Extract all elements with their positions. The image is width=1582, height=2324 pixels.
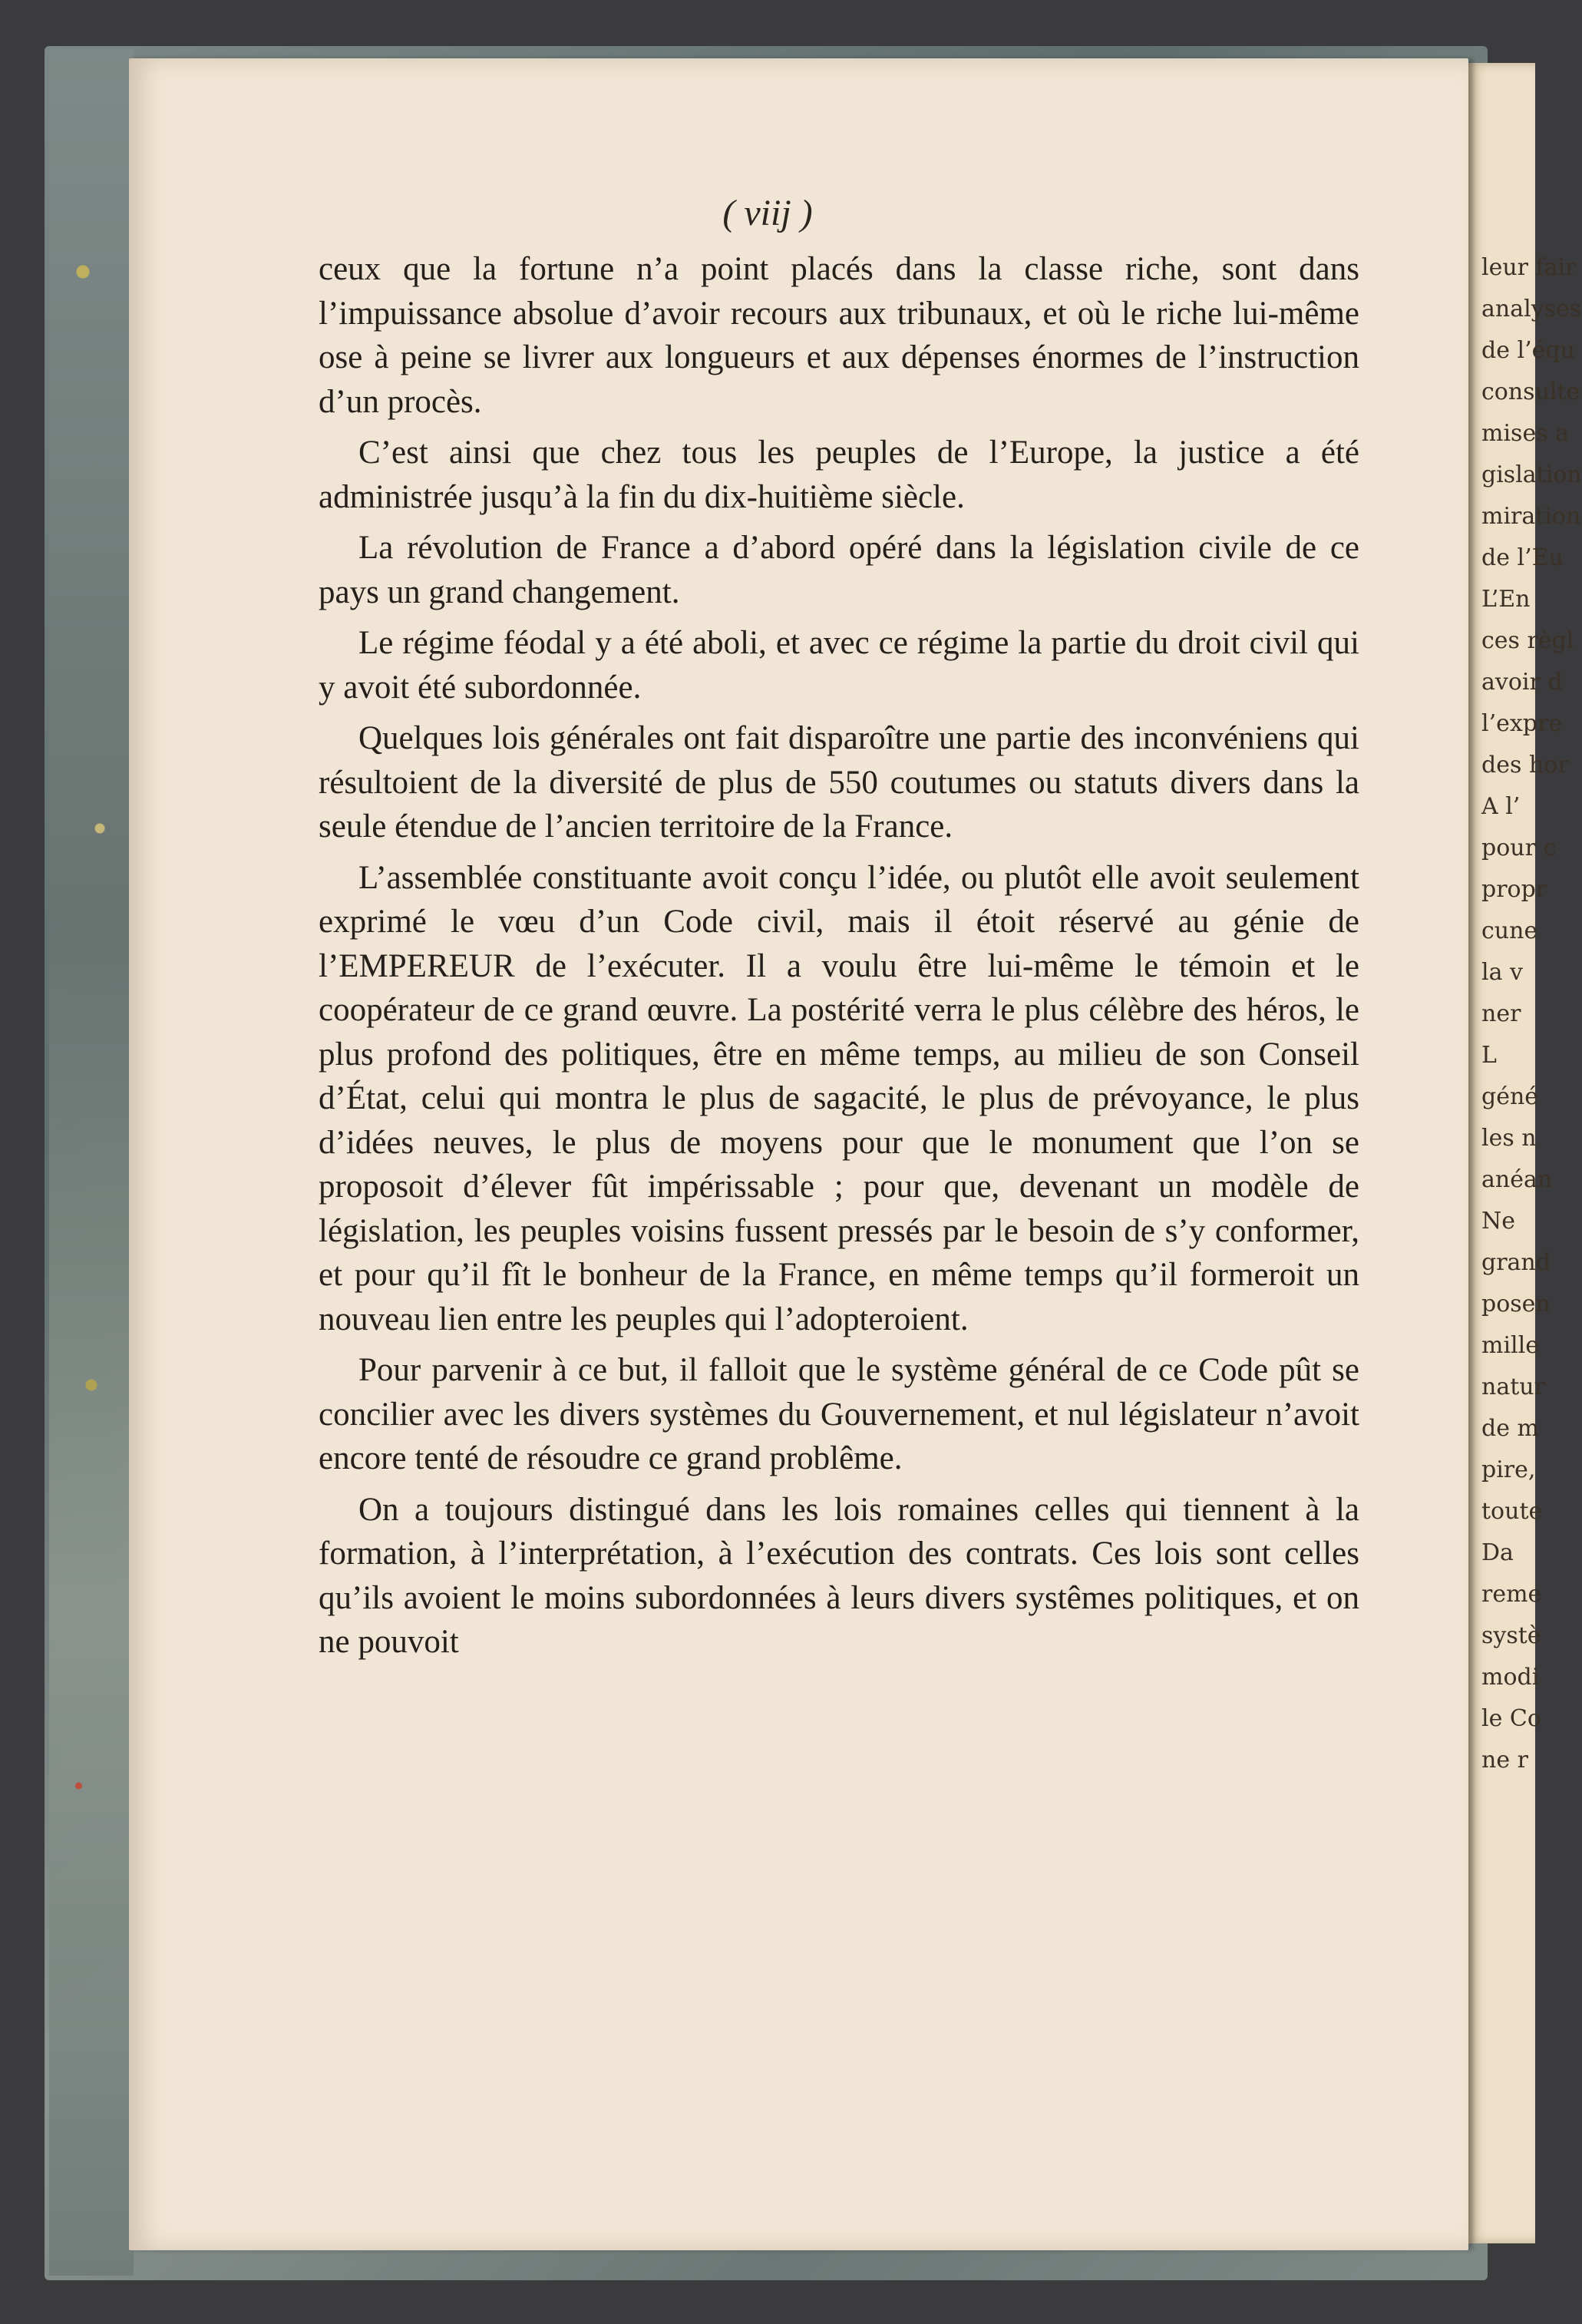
paragraph: Pour parvenir à ce but, il falloit que le système général de ce Code pût se concilier avec les divers systèmes du Gouvernement, et nul législateur n’avoit encore tenté de résoudre ce grand problême.: [319, 1352, 1359, 1476]
paragraph: L’assemblée constituante avoit conçu l’idée, ou plutôt elle avoit seulement exprimé le vœu d’un Code civil, mais il étoit réservé au génie de l’EMPEREUR de l’exécuter. Il a voulu être lui-même le témoin et le coopérateur de ce grand œuvre. La postérité verra le plus célèbre des héros, le plus profond des politiques, être en même temps, au milieu de son Conseil d’État, celui qui montra le plus de sagacité, le plus de prévoyance, le plus d’idées neuves, le plus de moyens pour que le monument que l’on se proposoit d’élever fût impérissable ; pour que, devenant un modèle de législation, les peuples voisins fussent pressés par le besoin de s’y conformer, et pour qu’il fît le bonheur de la France, en même temps qu’il formeroit un nouveau lien entre les peuples qui l’adopteroient.: [319, 859, 1359, 1337]
facing-page-edge: [1468, 63, 1582, 2243]
paragraph: Quelques lois générales ont fait disparoître une partie des inconvéniens qui résultoient de la diversité de plus de 550 coutumes ou statuts divers dans la seule étendue de l’ancien territoire de la France.: [319, 720, 1359, 845]
marbled-cover-edge: [49, 49, 134, 2276]
page-body: [319, 247, 1359, 1671]
paragraph: On a toujours distingué dans les lois romaines celles qui tiennent à la formation, à l’interprétation, à l’exécution des contrats. Ces lois sont celles qu’ils avoient le moins subordonnées à leurs divers systêmes politiques, et on ne pouvoit: [319, 1491, 1359, 1660]
paragraph: C’est ainsi que chez tous les peuples de l’Europe, la justice a été administrée jusqu’à la fin du dix-huitième siècle.: [319, 435, 1359, 515]
paragraph: Le régime féodal y a été aboli, et avec ce régime la partie du droit civil qui y avoit été subordonnée.: [319, 625, 1359, 706]
facing-page-text: leur fair analyses de l’équ consulte mises a gislation miration de l’Eu L’En ces règl avoir d l’expre des hor A l’ pour c propr cune la v ner L géné les n anéan Ne grand posen mille natur de m pire, toute Da reme systè modi le Co ne r: [1481, 254, 1582, 1774]
page-number: ( viij ): [722, 193, 813, 233]
paragraph: ceux que la fortune n’a point placés dans la classe riche, sont dans l’impuissance absolue d’avoir recours aux tribunaux, et où le riche lui-même ose à peine se livrer aux longueurs et aux dépenses énormes de l’instruction d’un procès.: [319, 251, 1359, 420]
paragraph: La révolution de France a d’abord opéré dans la législation civile de ce pays un grand changement.: [319, 530, 1359, 610]
